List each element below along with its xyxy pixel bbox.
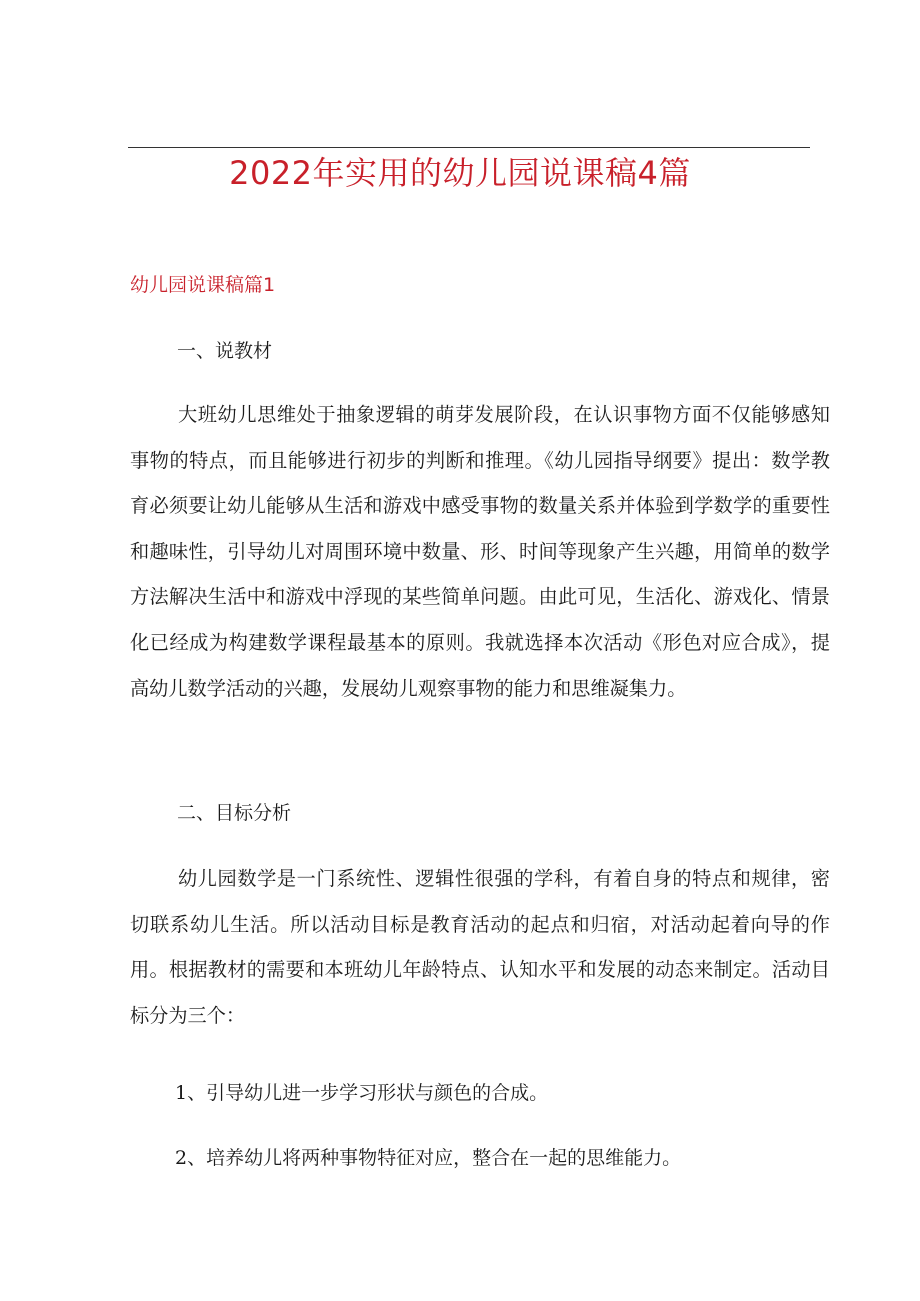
header-rule — [128, 147, 810, 148]
paragraph-teaching-material: 大班幼儿思维处于抽象逻辑的萌芽发展阶段，在认识事物方面不仅能够感知事物的特点，而且能够进行初步的判断和推理。《幼儿园指导纲要》提出：数学教育必须要让幼儿能够从生活和游戏中感受事物的数量关系并体验到学数学的重要性和趣味性，引导幼儿对周围环境中数量、形、时间等现象产生兴趣，用简单的数学方法解决生活中和游戏中浮现的某些简单问题。由此可见，生活化、游戏化、情景化已经成为构建数学课程最基本的原则。我就选择本次活动《形色对应合成》，提高幼儿数学活动的兴趣，发展幼儿观察事物的能力和思维凝集力。 — [130, 403, 830, 700]
heading-goal-analysis: 二、目标分析 — [177, 802, 292, 824]
list-item-goal-1: 1、引导幼儿进一步学习形状与颜色的合成。 — [175, 1082, 549, 1104]
list-item-goal-2: 2、培养幼儿将两种事物特征对应，整合在一起的思维能力。 — [175, 1147, 682, 1169]
section-heading: 幼儿园说课稿篇1 — [130, 274, 276, 296]
heading-teaching-material: 一、说教材 — [177, 340, 273, 362]
document-title: 2022年实用的幼儿园说课稿4篇 — [229, 154, 691, 192]
paragraph-goal-analysis: 幼儿园数学是一门系统性、逻辑性很强的学科，有着自身的特点和规律，密切联系幼儿生活。所以活动目标是教育活动的起点和归宿，对活动起着向导的作用。根据教材的需要和本班幼儿年龄特点、认知水平和发展的动态来制定。活动目标分为三个： — [130, 867, 830, 1027]
